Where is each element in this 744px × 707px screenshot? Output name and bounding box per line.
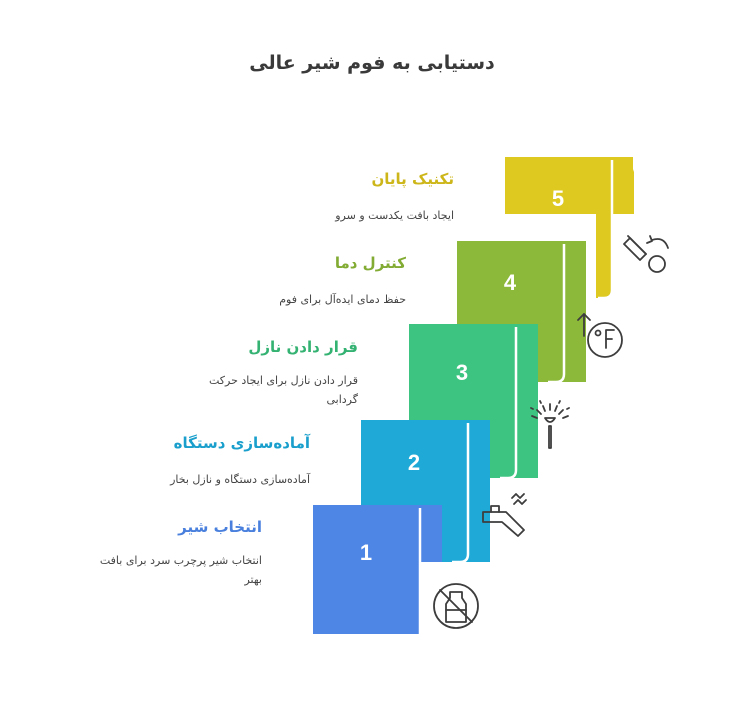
step-1-block: [313, 505, 442, 634]
no-milk-bottle-icon: [434, 584, 478, 628]
step-2-number: 2: [407, 450, 421, 475]
step-2-title: آماده‌سازی دستگاه: [173, 434, 310, 452]
step-5-number: 5: [551, 186, 565, 211]
step-3-description: قرار دادن نازل برای ایجاد حرکت گردابی: [209, 374, 358, 406]
tilt-pour-icon: [624, 236, 668, 272]
step-5-description: ایجاد بافت یکدست و سرو: [335, 209, 454, 222]
step-4-description: حفظ دمای ایده‌آل برای فوم: [279, 293, 406, 306]
step-4-number: 4: [503, 270, 517, 295]
step-4-title: کنترل دما: [334, 254, 406, 272]
step-3-number: 3: [455, 360, 469, 385]
step-1-number: 1: [359, 540, 373, 565]
step-3-title: قرار دادن نازل: [248, 338, 358, 356]
step-1-description: انتخاب شیر پرچرب سرد برای بافت بهتر: [99, 554, 262, 586]
step-1-title: انتخاب شیر: [178, 518, 262, 536]
step-2-description: آماده‌سازی دستگاه و نازل بخار: [170, 473, 310, 486]
step-5-title: تکنیک پایان: [371, 170, 454, 188]
diagram-title: دستیابی به فوم شیر عالی: [249, 52, 495, 74]
